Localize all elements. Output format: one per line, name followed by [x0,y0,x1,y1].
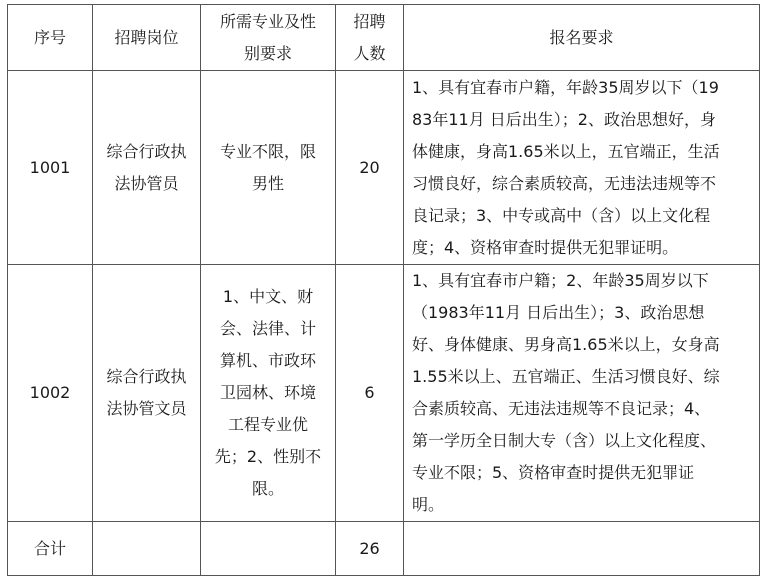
registration-line: 第一学历全日制大专（含）以上文化程度、 [412,431,717,450]
row-index: 1001 [8,71,93,265]
registration-line: 习惯良好，综合素质较高，无违法违规等不 [412,173,717,193]
row-major-gender-line: 卫园林、环境 [219,383,316,402]
recruitment-table [7,4,760,576]
row-major-gender-line: 限。 [251,479,284,498]
row-major-gender-line: 专业不限，限 [219,141,316,161]
total-count: 26 [336,522,404,576]
row-major-gender-line: 先；2、性别不 [214,447,322,466]
row-major-gender-line: 算机、市政环 [219,351,316,370]
header-row [8,5,760,71]
total-empty-cell [404,522,760,576]
header-count-line-1: 招聘 [353,11,386,31]
row-registration [404,71,760,265]
registration-line: 1.55米以上、五官端正、生活习惯良好、综 [412,367,720,386]
row-major-gender-line: 1、中文、财 [222,287,314,306]
registration-line: 合素质较高、无违法违规等不良记录；4、 [412,399,711,418]
row-position [93,71,201,265]
row-position [93,265,201,522]
header-major-gender-line-1: 所需专业及性 [219,11,316,31]
registration-line: 体健康，身高1.65米以上，五官端正，生活 [412,141,720,161]
registration-line: 83年11月 日后出生）；2、政治思想好，身 [412,109,716,129]
registration-line: 良记录；3、中专或高中（含）以上文化程 [412,205,711,225]
row-position-line: 综合行政执 [106,367,187,386]
row-major-gender [201,71,336,265]
row-major-gender-line: 男性 [251,173,284,193]
registration-line: 1、具有宜春市户籍，年龄35周岁以下（19 [412,77,719,97]
row-count: 6 [336,265,404,522]
registration-line: （1983年11月 日后出生）；3、政治思想 [412,303,705,322]
header-position: 招聘岗位 [93,5,201,71]
row-major-gender-line: 会、法律、计 [219,319,316,338]
registration-line: 度；4、资格审查时提供无犯罪证明。 [412,237,679,257]
registration-line: 专业不限；5、资格审查时提供无犯罪证 [412,463,695,482]
table-row [8,71,760,265]
registration-line: 好、身体健康、男身高1.65米以上，女身高 [412,335,720,354]
row-registration [404,265,760,522]
row-major-gender-line: 工程专业优 [227,415,308,434]
table-row [8,265,760,522]
row-position-line: 综合行政执 [106,141,187,161]
header-major-gender [201,5,336,71]
total-label: 合计 [8,522,93,576]
row-count: 20 [336,71,404,265]
row-index: 1002 [8,265,93,522]
total-empty-cell [93,522,201,576]
header-major-gender-line-2: 别要求 [243,43,292,63]
row-major-gender [201,265,336,522]
total-empty-cell [201,522,336,576]
row-position-line: 法协管员 [114,173,179,193]
header-index: 序号 [8,5,93,71]
total-row [8,522,760,576]
row-position-line: 法协管文员 [106,399,187,418]
registration-line: 1、具有宜春市户籍；2、年龄35周岁以下 [412,271,709,290]
header-count-line-2: 人数 [353,43,386,63]
registration-line: 明。 [412,495,445,514]
header-count [336,5,404,71]
header-registration: 报名要求 [404,5,760,71]
